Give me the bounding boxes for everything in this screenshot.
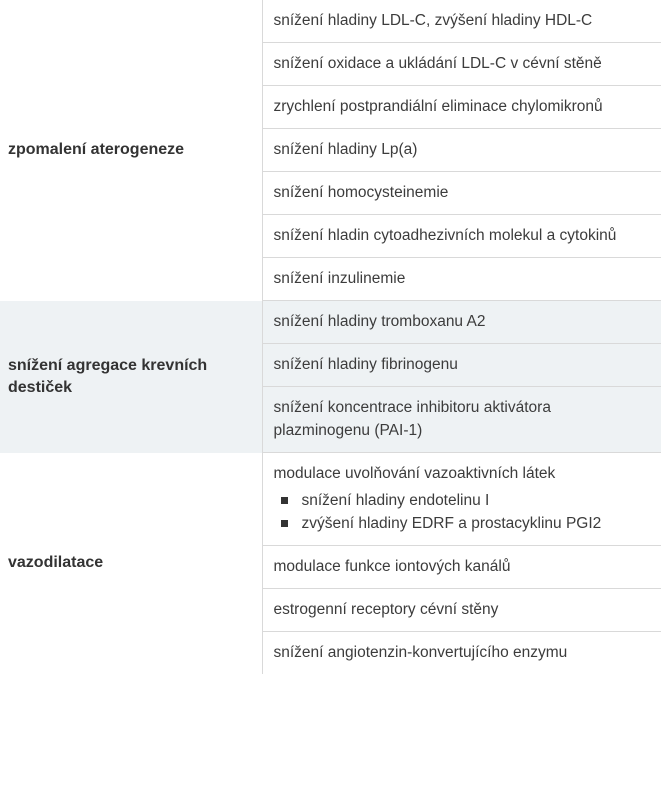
table-row xyxy=(0,301,661,344)
sub-list xyxy=(274,489,652,535)
table-row xyxy=(0,453,661,546)
list-item: modulace funkce iontových kanálů xyxy=(262,546,661,589)
group-heading-aterogeneze: zpomalení aterogeneze xyxy=(0,0,262,301)
sub-list-item-text: zvýšení hladiny EDRF a prostacyklinu PGI2 xyxy=(301,515,602,532)
sub-list-item-text: snížení hladiny endotelinu I xyxy=(301,492,490,509)
sub-list-item xyxy=(281,489,652,512)
group-heading-vazodilatace: vazodilatace xyxy=(0,453,262,675)
list-item: snížení hladiny fibrinogenu xyxy=(262,344,661,387)
list-item: snížení hladin cytoadhezivních molekul a cytokinů xyxy=(262,215,661,258)
list-item: snížení hladiny tromboxanu A2 xyxy=(262,301,661,344)
group-heading-agregace: snížení agregace krevních destiček xyxy=(0,301,262,453)
list-item: snížení angiotenzin-konvertujícího enzymu xyxy=(273,644,568,661)
sub-list-item xyxy=(281,512,652,535)
list-item-text: modulace uvolňování vazoaktivních látek xyxy=(273,465,556,482)
square-bullet-icon xyxy=(281,520,288,527)
table-row xyxy=(0,0,661,43)
list-item: snížení homocysteinemie xyxy=(262,172,661,215)
list-item: snížení oxidace a ukládání LDL-C v cévní stěně xyxy=(262,43,661,86)
square-bullet-icon xyxy=(281,497,288,504)
list-item xyxy=(262,453,661,546)
list-item: snížení inzulinemie xyxy=(262,258,661,301)
list-item: snížení hladiny Lp(a) xyxy=(262,129,661,172)
list-item: estrogenní receptory cévní stěny xyxy=(262,589,661,632)
list-item: snížení hladiny LDL-C, zvýšení hladiny HDL-C xyxy=(262,0,661,43)
list-item: snížení koncentrace inhibitoru aktivátora plazminogenu (PAI-1) xyxy=(262,387,661,453)
list-item: zrychlení postprandiální eliminace chylomikronů xyxy=(262,86,661,129)
